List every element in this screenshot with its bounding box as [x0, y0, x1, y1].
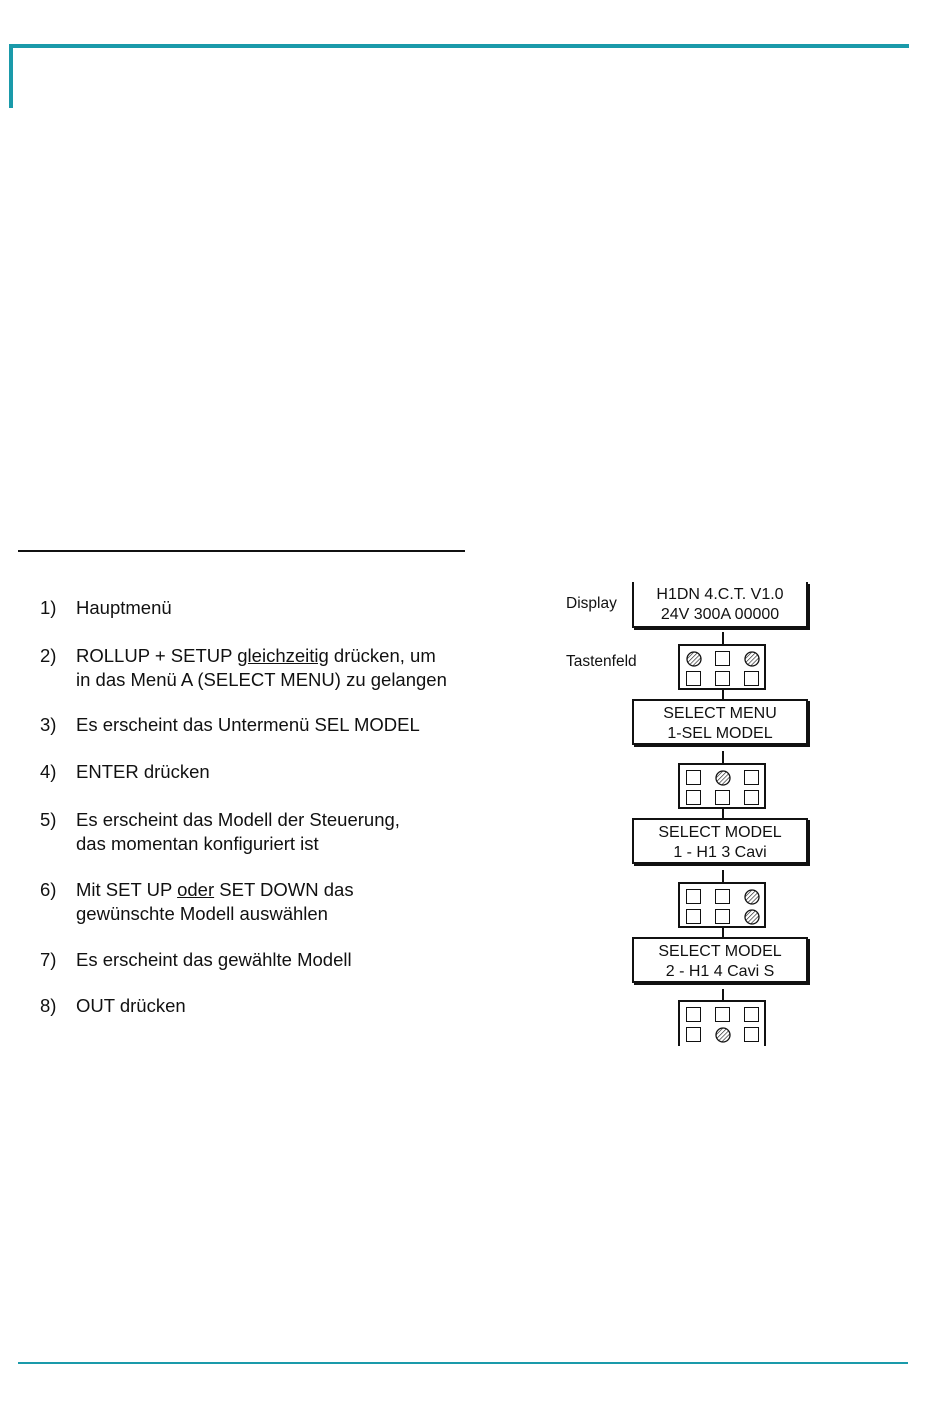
- connector-line: [722, 632, 724, 644]
- step-text: OUT drücken: [76, 995, 186, 1016]
- step-number: 4): [40, 761, 57, 782]
- keypad-2: [678, 763, 766, 809]
- key-icon: [715, 671, 730, 686]
- keypad-4: [678, 1000, 766, 1046]
- step-number: 8): [40, 995, 57, 1016]
- key-icon: [686, 909, 701, 924]
- lcd-screen-1: [632, 582, 808, 628]
- lcd-line: 1 - H1 3 Cavi: [673, 844, 767, 861]
- footer-rule: [18, 1362, 908, 1364]
- header-rule: [9, 44, 909, 48]
- section-divider: [18, 550, 465, 552]
- connector-line: [722, 690, 724, 699]
- pressed-key-icon: [686, 651, 702, 667]
- step-text: Es erscheint das Modell der Steuerung, das momentan konfiguriert ist: [76, 809, 400, 854]
- step-text: Es erscheint das Untermenü SEL MODEL: [76, 714, 420, 735]
- header-left-rule: [9, 44, 13, 108]
- key-icon: [715, 909, 730, 924]
- step-8: [40, 994, 516, 1018]
- connector-line: [722, 809, 724, 818]
- key-icon: [715, 889, 730, 904]
- key-icon: [715, 790, 730, 805]
- pressed-key-icon: [715, 1027, 731, 1043]
- step-5: [40, 808, 516, 856]
- pressed-key-icon: [715, 770, 731, 786]
- key-icon: [686, 671, 701, 686]
- connector-line: [722, 928, 724, 937]
- step-text: ENTER drücken: [76, 761, 210, 782]
- step-4: [40, 760, 516, 784]
- key-icon: [686, 770, 701, 785]
- pressed-key-icon: [744, 651, 760, 667]
- step-number: 5): [40, 809, 57, 830]
- lcd-line: SELECT MODEL: [658, 943, 782, 960]
- lcd-line: 1-SEL MODEL: [667, 725, 773, 742]
- step-number: 3): [40, 714, 57, 735]
- lcd-line: SELECT MODEL: [658, 824, 782, 841]
- lcd-screen-3: [632, 818, 808, 864]
- lcd-line: 2 - H1 4 Cavi S: [665, 963, 775, 980]
- key-icon: [744, 1007, 759, 1022]
- connector-line: [722, 870, 724, 882]
- step-6: [40, 878, 516, 926]
- step-number: 2): [40, 645, 57, 666]
- keypad-1: [678, 644, 766, 690]
- step-text: Hauptmenü: [76, 597, 172, 618]
- step-2: [40, 644, 516, 692]
- step-number: 6): [40, 879, 57, 900]
- underlined-word: gleichzeitig: [237, 645, 329, 666]
- key-icon: [686, 790, 701, 805]
- lcd-line: SELECT MENU: [663, 705, 777, 722]
- connector-line: [722, 751, 724, 763]
- lcd-screen-2: [632, 699, 808, 745]
- step-text: Mit SET UP oder SET DOWN das gewünschte Modell auswählen: [76, 879, 354, 924]
- key-icon: [715, 1007, 730, 1022]
- step-number: 1): [40, 597, 57, 618]
- key-icon: [686, 1027, 701, 1042]
- lcd-line: H1DN 4.C.T. V1.0: [656, 586, 784, 603]
- step-text: ROLLUP + SETUP gleichzeitig drücken, um in das Menü A (SELECT MENU) zu gelangen: [76, 645, 447, 690]
- keypad-label: Tastenfeld: [566, 653, 637, 670]
- key-icon: [744, 671, 759, 686]
- display-label: Display: [566, 595, 617, 612]
- pressed-key-icon: [744, 889, 760, 905]
- step-3: [40, 713, 516, 737]
- step-1: [40, 596, 516, 620]
- key-icon: [715, 651, 730, 666]
- key-icon: [686, 889, 701, 904]
- pressed-key-icon: [744, 909, 760, 925]
- key-icon: [744, 790, 759, 805]
- step-number: 7): [40, 949, 57, 970]
- key-icon: [744, 770, 759, 785]
- key-icon: [686, 1007, 701, 1022]
- step-text: Es erscheint das gewählte Modell: [76, 949, 352, 970]
- lcd-screen-4: [632, 937, 808, 983]
- underlined-word: oder: [177, 879, 215, 900]
- key-icon: [744, 1027, 759, 1042]
- step-7: [40, 948, 516, 972]
- lcd-line: 24V 300A 00000: [660, 606, 780, 623]
- keypad-3: [678, 882, 766, 928]
